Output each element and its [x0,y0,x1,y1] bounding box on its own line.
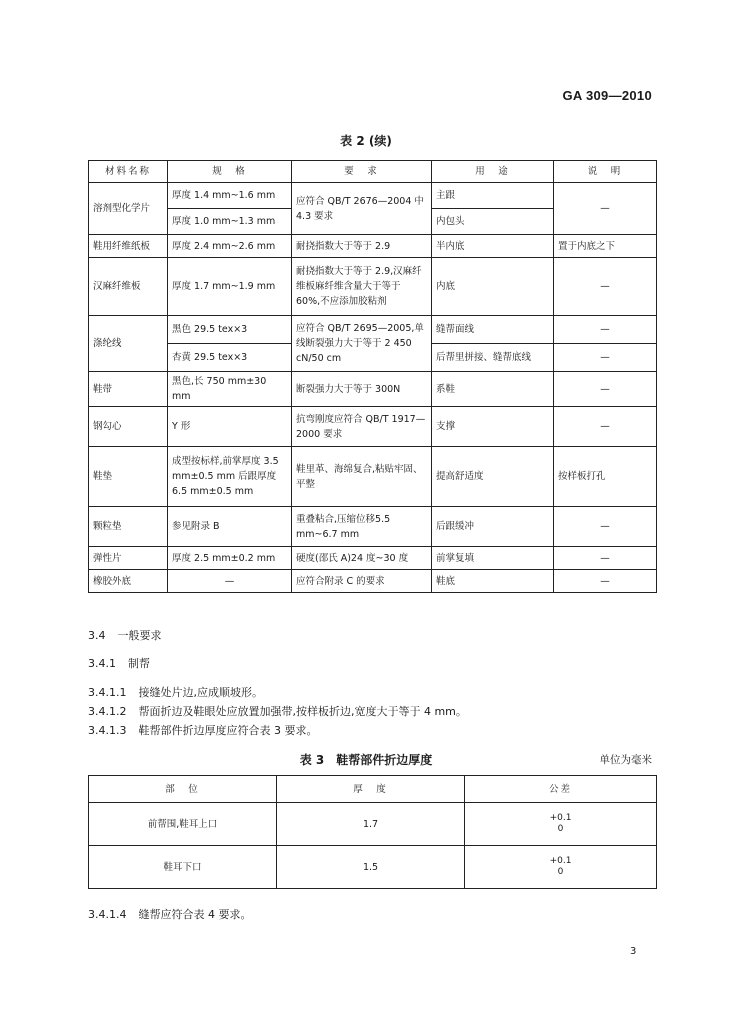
cell-note: — [554,507,657,547]
section-text: 帮面折边及鞋眼处应放置加强带,按样板折边,宽度大于等于 4 mm。 [138,705,467,718]
cell-use: 前掌复填 [432,547,554,570]
cell-tolerance [465,846,657,889]
cell-requirement: 耐挠指数大于等于 2.9 [292,235,432,258]
header-material-name: 材料名称 [89,161,168,183]
cell-requirement: 抗弯刚度应符合 QB/T 1917—2000 要求 [292,407,432,447]
header-tolerance: 公差 [465,776,657,803]
cell-use: 主跟 [432,183,554,209]
cell-spec: 厚度 2.5 mm±0.2 mm [168,547,292,570]
header-use: 用 途 [432,161,554,183]
cell-use: 后跟缓冲 [432,507,554,547]
cell-material-name: 溶剂型化学片 [89,183,168,235]
unit-note: 单位为毫米 [599,754,652,766]
cell-requirement: 应符合 QB/T 2695—2005,单线断裂强力大于等于 2 450 cN/50 cm [292,316,432,372]
cell-spec: 黑色,长 750 mm±30 mm [168,372,292,407]
cell-use: 内底 [432,258,554,316]
tolerance-lower: 0 [557,866,564,877]
cell-spec: 黑色 29.5 tex×3 [168,316,292,344]
cell-note: 按样板打孔 [554,447,657,507]
standard-code: GA 309—2010 [562,88,652,103]
section-number: 3.4.1.1 [88,686,127,699]
section-text: 制帮 [128,657,150,670]
cell-part: 鞋耳下口 [89,846,277,889]
cell-material-name: 钢勾心 [89,407,168,447]
cell-spec: 成型按标样,前掌厚度 3.5 mm±0.5 mm 后跟厚度 6.5 mm±0.5 mm [168,447,292,507]
cell-tolerance [465,803,657,846]
header-thickness: 厚 度 [277,776,465,803]
clause [88,703,467,719]
cell-use: 提高舒适度 [432,447,554,507]
cell-note: — [554,344,657,372]
tolerance-upper: +0.1 [549,855,572,866]
cell-spec: 厚度 1.0 mm~1.3 mm [168,209,292,235]
header-part: 部 位 [89,776,277,803]
cell-material-name: 橡胶外底 [89,570,168,593]
cell-material-name: 弹性片 [89,547,168,570]
cell-spec: Y 形 [168,407,292,447]
cell-note: — [554,372,657,407]
section-text: 一般要求 [117,629,162,642]
materials-table [88,160,657,593]
section-heading [88,627,162,643]
cell-use: 内包头 [432,209,554,235]
table-2-caption: 表 2 (续) [340,134,392,148]
cell-use: 系鞋 [432,372,554,407]
cell-requirement: 耐挠指数大于等于 2.9,汉麻纤维板麻纤维含量大于等于 60%,不应添加胶粘剂 [292,258,432,316]
cell-material-name: 颗粒垫 [89,507,168,547]
cell-requirement: 断裂强力大于等于 300N [292,372,432,407]
section-number: 3.4.1.2 [88,705,127,718]
cell-use: 支撑 [432,407,554,447]
cell-requirement: 鞋里革、海绵复合,粘贴牢固、平整 [292,447,432,507]
cell-material-name: 鞋带 [89,372,168,407]
section-text: 鞋帮部件折边厚度应符合表 3 要求。 [138,724,318,737]
cell-note: — [554,183,657,235]
cell-requirement: 应符合 QB/T 2676—2004 中 4.3 要求 [292,183,432,235]
clause [88,722,317,738]
section-number: 3.4.1 [88,657,116,670]
cell-spec: 厚度 1.7 mm~1.9 mm [168,258,292,316]
section-text: 接缝处片边,应成顺坡形。 [138,686,263,699]
cell-part: 前帮围,鞋耳上口 [89,803,277,846]
cell-spec: 参见附录 B [168,507,292,547]
cell-thickness: 1.7 [277,803,465,846]
cell-use: 缝帮面线 [432,316,554,344]
tolerance-upper: +0.1 [549,812,572,823]
cell-requirement: 重叠粘合,压缩位移5.5 mm~6.7 mm [292,507,432,547]
header-spec: 规 格 [168,161,292,183]
cell-requirement: 硬度(邵氏 A)24 度~30 度 [292,547,432,570]
cell-note: — [554,547,657,570]
cell-spec: 杏黄 29.5 tex×3 [168,344,292,372]
section-heading [88,655,150,671]
cell-material-name: 鞋用纤维纸板 [89,235,168,258]
cell-spec: 厚度 1.4 mm~1.6 mm [168,183,292,209]
cell-thickness: 1.5 [277,846,465,889]
cell-use: 半内底 [432,235,554,258]
fold-thickness-table [88,775,657,889]
clause [88,906,251,922]
cell-material-name: 涤纶线 [89,316,168,372]
section-text: 缝帮应符合表 4 要求。 [138,908,252,921]
header-note: 说 明 [554,161,657,183]
cell-spec: — [168,570,292,593]
section-number: 3.4.1.3 [88,724,127,737]
tolerance-lower: 0 [557,823,564,834]
page-number: 3 [630,946,637,957]
cell-spec: 厚度 2.4 mm~2.6 mm [168,235,292,258]
cell-note: — [554,316,657,344]
clause [88,684,263,700]
cell-note: — [554,258,657,316]
header-requirement: 要 求 [292,161,432,183]
cell-note: — [554,407,657,447]
cell-material-name: 鞋垫 [89,447,168,507]
table-3-caption: 表 3 鞋帮部件折边厚度 [299,753,433,767]
cell-use: 后帮里拼接、缝帮底线 [432,344,554,372]
cell-note: — [554,570,657,593]
section-number: 3.4.1.4 [88,908,127,921]
cell-use: 鞋底 [432,570,554,593]
cell-material-name: 汉麻纤维板 [89,258,168,316]
section-number: 3.4 [88,629,106,642]
cell-note: 置于内底之下 [554,235,657,258]
cell-requirement: 应符合附录 C 的要求 [292,570,432,593]
